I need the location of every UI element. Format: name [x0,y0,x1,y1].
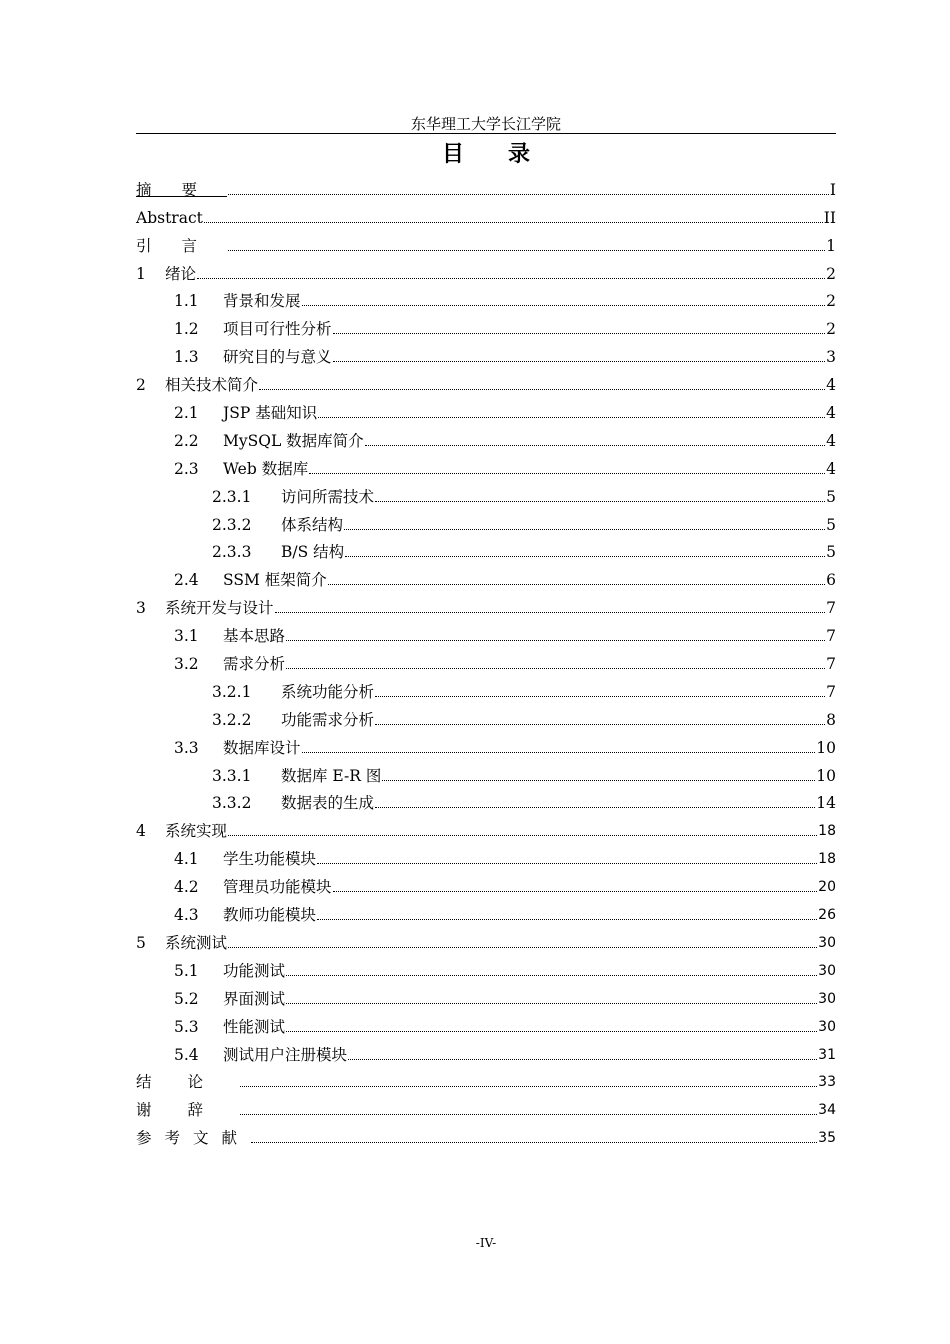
toc-dot-leader [328,584,825,585]
toc-entry-page: 7 [826,682,836,701]
toc-entry-label: 谢辞 [136,1101,240,1120]
toc-entry-page: 30 [818,962,836,979]
toc-entry-number: 5.4 [174,1045,199,1064]
toc-entry-label: 界面测试 [223,989,286,1008]
toc-entry-number: 1.2 [174,320,199,339]
toc-entry-label: 相关技术简介 [165,376,259,395]
toc-entry-number: 2.3.2 [212,515,252,534]
toc-entry-number: 5.1 [174,961,199,980]
toc-dot-leader [375,696,825,697]
toc-entry[interactable] [136,786,836,814]
toc-entry-page: 10 [816,738,836,757]
toc-dot-leader [302,752,816,753]
toc-dot-leader [286,975,817,976]
toc-entry-page: 30 [818,1018,836,1035]
toc-entry-label: 摘要 [136,180,228,199]
toc-entry-page: 35 [818,1130,836,1147]
toc-entry[interactable] [136,702,836,730]
toc-dot-leader [345,556,825,557]
toc-entry[interactable] [136,479,836,507]
toc-entry-number: 1.3 [174,348,199,367]
toc-entry-label: 访问所需技术 [281,487,375,506]
toc-entry-page: 2 [826,264,836,283]
toc-dot-leader [240,1114,817,1115]
toc-entry-page: 18 [818,823,836,840]
toc-entry[interactable] [136,841,836,869]
toc-entry-number: 2.3.1 [212,487,252,506]
toc-entry-page: 4 [826,431,836,450]
toc-dot-leader [259,389,825,390]
toc-entry-page: 4 [826,404,836,423]
toc-entry-label: 数据库设计 [223,738,301,757]
toc-entry-label: 项目可行性分析 [223,320,332,339]
toc-entry-page: I [829,180,836,199]
toc-entry-page: 20 [818,879,836,896]
toc-dot-leader [365,445,825,446]
toc-entry-number: 2.3 [174,459,199,478]
toc-entry-number: 3.1 [174,627,199,646]
toc-entry-number: 4 [136,822,146,841]
toc-entry[interactable] [136,1065,836,1093]
toc-entry-number: 5.2 [174,989,199,1008]
toc-dot-leader [317,919,817,920]
toc-dot-leader [317,863,817,864]
toc-dot-leader [375,724,825,725]
toc-entry-page: II [823,208,836,227]
toc-entry[interactable] [136,590,836,618]
toc-entry[interactable] [136,535,836,563]
toc-entry-page: 5 [826,515,836,534]
toc-entry-page: 6 [826,571,836,590]
toc-dot-leader [286,640,825,641]
toc-entry-number: 5 [136,933,146,952]
toc-entry-label: 数据表的生成 [281,794,375,813]
toc-entry[interactable] [136,813,836,841]
toc-entry-label: 系统实现 [165,822,228,841]
toc-dot-leader [375,807,815,808]
toc-entry-label: 引言 [136,236,228,255]
toc-dot-leader [382,780,815,781]
toc-entry[interactable] [136,200,836,228]
toc-entry-number: 2.1 [174,404,199,423]
toc-dot-leader [318,417,825,418]
toc-entry-number: 5.3 [174,1017,199,1036]
toc-entry[interactable] [136,758,836,786]
toc-entry[interactable] [136,953,836,981]
toc-entry[interactable] [136,1037,836,1065]
toc-dot-leader [275,612,826,613]
toc-entry-number: 4.2 [174,878,199,897]
toc-entry-page: 31 [818,1046,836,1063]
toc-entry-label: 绪论 [165,264,197,283]
toc-entry-label: 结论 [136,1073,240,1092]
toc-entry[interactable] [136,981,836,1009]
toc-entry-page: 34 [818,1102,836,1119]
toc-entry[interactable] [136,256,836,284]
toc-entry-label: 功能测试 [223,961,286,980]
toc-dot-leader [228,947,817,948]
toc-entry-label: Web 数据库 [223,459,309,478]
toc-entry-number: 3 [136,599,146,618]
toc-entry[interactable] [136,730,836,758]
toc-entry-label: 需求分析 [223,655,286,674]
toc-entry-number: 1 [136,264,146,283]
toc-entry-number: 1.1 [174,292,199,311]
toc-entry-page: 33 [818,1074,836,1091]
toc-entry-label: B/S 结构 [281,543,345,562]
toc-title: 目录 [441,142,574,167]
toc-entry-page: 7 [826,627,836,646]
toc-entry-label: JSP 基础知识 [223,404,318,423]
toc-entry[interactable] [136,674,836,702]
toc-dot-leader [286,668,825,669]
toc-dot-leader [286,1003,817,1004]
toc-entry[interactable] [136,869,836,897]
toc-entry-number: 3.2 [174,655,199,674]
toc-entry-label: 研究目的与意义 [223,348,332,367]
toc-entry-page: 5 [826,543,836,562]
toc-entry-page: 7 [826,599,836,618]
toc-dot-leader [348,1059,817,1060]
toc-entry-label: 教师功能模块 [223,906,317,925]
toc-entry[interactable] [136,423,836,451]
toc-entry-number: 3.3.1 [212,766,252,785]
toc-dot-leader [286,1031,817,1032]
toc-dot-leader [228,835,817,836]
toc-entry-page: 8 [826,710,836,729]
page-header: 东华理工大学长江学院 [410,115,561,133]
toc-entry-page: 30 [818,934,836,951]
toc-dot-leader [309,473,825,474]
toc-entry-label: 体系结构 [281,515,344,534]
toc-entry[interactable] [136,339,836,367]
toc-entry-page: 4 [826,459,836,478]
toc-entry-number: 2.3.3 [212,543,252,562]
toc-entry-number: 3.3.2 [212,794,252,813]
toc-entry-label: 数据库 E-R 图 [281,766,382,785]
toc-entry[interactable] [136,507,836,535]
toc-entry[interactable] [136,311,836,339]
toc-entry-label: SSM 框架简介 [223,571,327,590]
toc-entry-label: Abstract [136,208,203,227]
toc-dot-leader [344,529,825,530]
toc-entry-label: 系统开发与设计 [165,599,274,618]
toc-entry[interactable] [136,395,836,423]
toc-entry[interactable] [136,284,836,312]
toc-entry[interactable] [136,1120,836,1148]
toc-entry[interactable] [136,646,836,674]
toc-entry[interactable] [136,618,836,646]
toc-entry-label: 参考文献 [136,1129,251,1148]
toc-dot-leader [333,361,826,362]
toc-entry-page: 5 [826,487,836,506]
toc-entry-page: 7 [826,655,836,674]
toc-entry-page: 26 [818,907,836,924]
toc-entry-page: 2 [826,292,836,311]
toc-entry-page: 14 [816,794,836,813]
toc-dot-leader [240,1086,817,1087]
toc-entry-label: 性能测试 [223,1017,286,1036]
toc-dot-leader [333,891,818,892]
page-number: -IV- [475,1236,497,1250]
toc-dot-leader [333,333,826,334]
toc-entry-label: 功能需求分析 [281,710,375,729]
toc-entry-page: 10 [816,766,836,785]
toc-dot-leader [228,194,829,195]
table-of-contents [136,172,836,1148]
toc-entry-label: 学生功能模块 [223,850,317,869]
toc-entry[interactable] [136,1009,836,1037]
toc-entry[interactable] [136,367,836,395]
header-rule [136,133,836,134]
toc-entry-number: 4.1 [174,850,199,869]
toc-dot-leader [375,501,825,502]
toc-entry-number: 4.3 [174,906,199,925]
toc-entry[interactable] [136,897,836,925]
toc-entry-label: 系统测试 [165,933,228,952]
toc-entry-number: 3.2.2 [212,710,252,729]
toc-entry-label: MySQL 数据库简介 [223,431,364,450]
toc-entry-number: 2.2 [174,431,199,450]
toc-entry-page: 30 [818,990,836,1007]
toc-entry-number: 2.4 [174,571,199,590]
toc-entry[interactable] [136,451,836,479]
toc-entry-number: 3.2.1 [212,682,252,701]
toc-entry-page: 3 [826,348,836,367]
toc-dot-leader [204,222,823,223]
toc-entry-label: 管理员功能模块 [223,878,332,897]
toc-entry-number: 3.3 [174,738,199,757]
toc-entry-label: 背景和发展 [223,292,301,311]
toc-entry[interactable] [136,172,836,200]
toc-entry-page: 2 [826,320,836,339]
toc-entry-page: 18 [818,851,836,868]
toc-dot-leader [197,278,825,279]
toc-entry-label: 基本思路 [223,627,286,646]
toc-entry-label: 系统功能分析 [281,682,375,701]
toc-entry[interactable] [136,562,836,590]
toc-dot-leader [302,305,826,306]
toc-entry[interactable] [136,925,836,953]
toc-entry-label: 测试用户注册模块 [223,1045,348,1064]
toc-entry-page: 1 [826,236,836,255]
toc-dot-leader [251,1142,817,1143]
toc-dot-leader [228,250,825,251]
toc-entry[interactable] [136,1092,836,1120]
toc-entry-number: 2 [136,376,146,395]
toc-entry[interactable] [136,228,836,256]
toc-entry-page: 4 [826,376,836,395]
